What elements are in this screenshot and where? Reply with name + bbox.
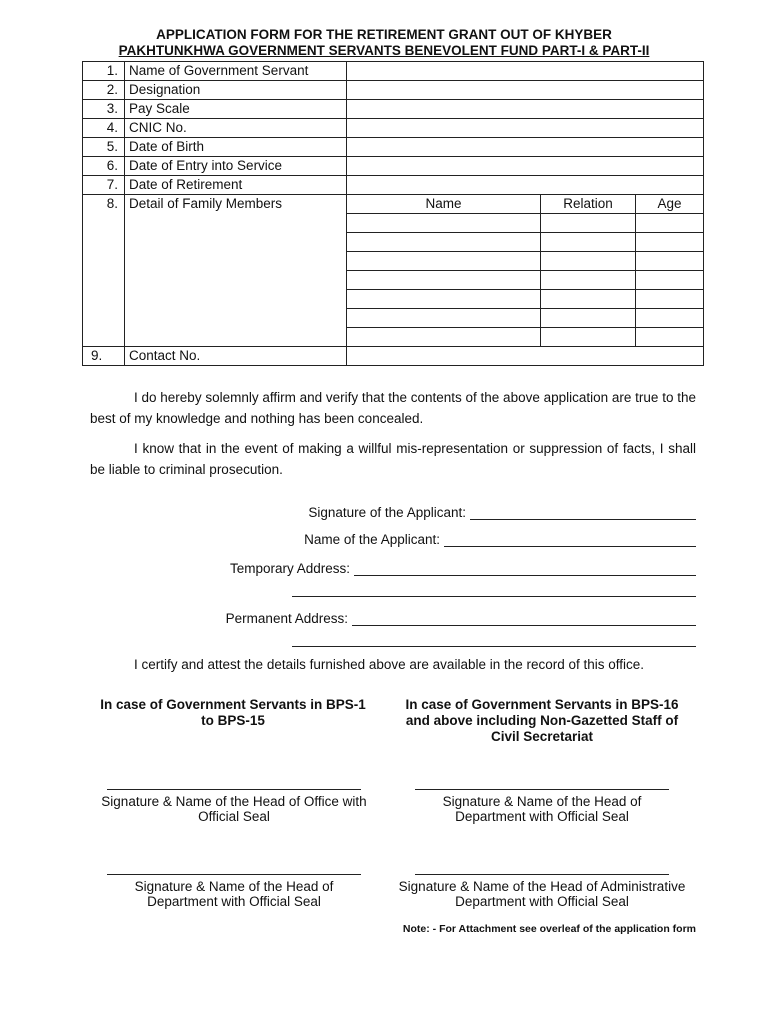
table-row [83, 119, 704, 138]
family-header-relation: Relation [541, 195, 636, 214]
field-label: Name of Government Servant [125, 62, 347, 81]
field-label: Date of Birth [125, 138, 347, 157]
family-name-cell[interactable] [347, 233, 541, 252]
right-signature-2-label: Signature & Name of the Head of Administrative Department with Official Seal [398, 879, 686, 909]
field-number: 5. [83, 138, 125, 157]
field-label: Pay Scale [125, 100, 347, 119]
field-input-cnic[interactable] [347, 119, 704, 138]
right-signature-2-field[interactable] [415, 874, 669, 875]
family-relation-cell[interactable] [541, 328, 636, 347]
family-age-cell[interactable] [636, 214, 704, 233]
application-table [82, 61, 704, 366]
family-age-cell[interactable] [636, 328, 704, 347]
family-age-cell[interactable] [636, 271, 704, 290]
certify-paragraph: I certify and attest the details furnished above are available in the record of this office. [134, 657, 645, 672]
table-row [83, 195, 704, 214]
field-number: 1. [83, 62, 125, 81]
family-relation-cell[interactable] [541, 233, 636, 252]
field-label: Date of Entry into Service [125, 157, 347, 176]
table-row [83, 100, 704, 119]
field-number: 9. [83, 347, 125, 366]
field-label: Detail of Family Members [125, 195, 347, 347]
field-input-name[interactable] [347, 62, 704, 81]
field-input-contact[interactable] [347, 347, 704, 366]
right-signature-block-2 [392, 874, 692, 909]
table-row [83, 176, 704, 195]
applicant-name-label: Name of the Applicant: [304, 532, 440, 547]
family-name-cell[interactable] [347, 328, 541, 347]
field-input-entry-date[interactable] [347, 157, 704, 176]
temporary-address-field[interactable] [354, 561, 696, 576]
left-signature-2-label: Signature & Name of the Head of Department with Official Seal [134, 879, 334, 909]
left-signature-2-field[interactable] [107, 874, 361, 875]
form-title-line1: APPLICATION FORM FOR THE RETIREMENT GRANT OUT OF KHYBER [156, 27, 612, 42]
family-header-age: Age [636, 195, 704, 214]
left-column-heading: In case of Government Servants in BPS-1 to BPS-15 [100, 697, 366, 728]
right-column-heading: In case of Government Servants in BPS-16 and above including Non-Gazetted Staff of Civil Secretariat [405, 697, 679, 744]
family-name-cell[interactable] [347, 309, 541, 328]
table-row [83, 62, 704, 81]
field-input-pay-scale[interactable] [347, 100, 704, 119]
temporary-address-label: Temporary Address: [229, 561, 350, 576]
family-name-cell[interactable] [347, 290, 541, 309]
temporary-address-line [230, 561, 696, 576]
family-age-cell[interactable] [636, 290, 704, 309]
field-number: 3. [83, 100, 125, 119]
field-number: 8. [83, 195, 125, 347]
family-age-cell[interactable] [636, 252, 704, 271]
permanent-address-line [226, 611, 696, 626]
table-row [83, 138, 704, 157]
family-relation-cell[interactable] [541, 309, 636, 328]
applicant-signature-line [308, 505, 696, 520]
field-number: 6. [83, 157, 125, 176]
field-input-dob[interactable] [347, 138, 704, 157]
field-number: 2. [83, 81, 125, 100]
table-row [83, 157, 704, 176]
field-label: Date of Retirement [125, 176, 347, 195]
right-signature-1-label: Signature & Name of the Head of Department with Official Seal [442, 794, 642, 824]
family-relation-cell[interactable] [541, 290, 636, 309]
declaration-paragraph-2: I know that in the event of making a willful mis-representation or suppression of facts, I shall be liable to criminal prosecution. [90, 441, 696, 477]
applicant-signature-label: Signature of the Applicant: [308, 505, 466, 520]
right-signature-block-1 [392, 789, 692, 824]
left-signature-1-label: Signature & Name of the Head of Office with Official Seal [101, 794, 367, 824]
field-number: 7. [83, 176, 125, 195]
permanent-address-field-2[interactable] [292, 645, 696, 647]
attachment-note: Note: - For Attachment see overleaf of the application form [402, 923, 696, 935]
family-header-name: Name [347, 195, 541, 214]
left-signature-block-2 [96, 874, 372, 909]
family-name-cell[interactable] [347, 271, 541, 290]
permanent-address-label: Permanent Address: [225, 611, 348, 626]
family-name-cell[interactable] [347, 214, 541, 233]
field-input-designation[interactable] [347, 81, 704, 100]
applicant-name-line [304, 532, 696, 547]
temporary-address-field-2[interactable] [292, 595, 696, 597]
form-title [0, 27, 768, 59]
field-label: Contact No. [125, 347, 347, 366]
field-label: Designation [125, 81, 347, 100]
applicant-name-field[interactable] [444, 532, 696, 547]
field-label: CNIC No. [125, 119, 347, 138]
right-signature-1-field[interactable] [415, 789, 669, 790]
field-number: 4. [83, 119, 125, 138]
field-input-retirement-date[interactable] [347, 176, 704, 195]
table-row [83, 347, 704, 366]
family-relation-cell[interactable] [541, 214, 636, 233]
table-row [83, 81, 704, 100]
applicant-signature-field[interactable] [470, 505, 696, 520]
family-age-cell[interactable] [636, 309, 704, 328]
family-age-cell[interactable] [636, 233, 704, 252]
family-name-cell[interactable] [347, 252, 541, 271]
declaration-paragraph-1: I do hereby solemnly affirm and verify that the contents of the above application are true to the best of my knowledge and nothing has been concealed. [90, 390, 696, 426]
form-title-line2: PAKHTUNKHWA GOVERNMENT SERVANTS BENEVOLENT FUND PART-I & PART-II [118, 43, 650, 58]
family-relation-cell[interactable] [541, 271, 636, 290]
permanent-address-field[interactable] [352, 611, 696, 626]
left-signature-block-1 [96, 789, 372, 824]
left-signature-1-field[interactable] [107, 789, 361, 790]
family-relation-cell[interactable] [541, 252, 636, 271]
